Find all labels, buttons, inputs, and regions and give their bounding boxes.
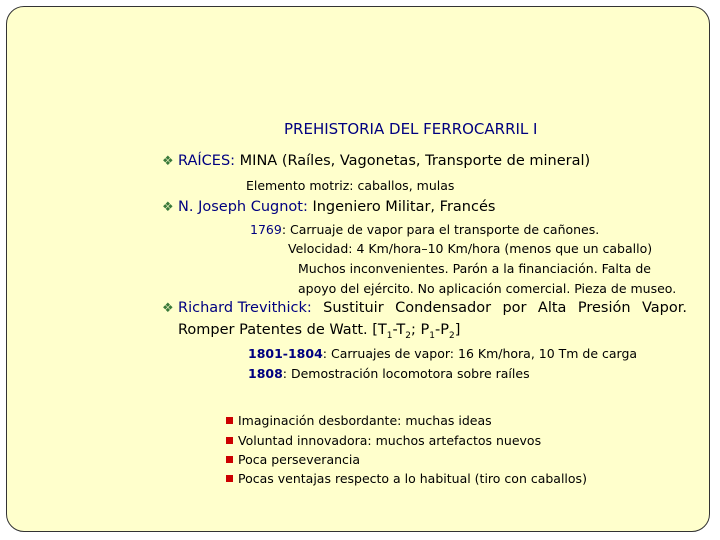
trevithick-word: Presión xyxy=(577,300,631,316)
trevithick-word: Sustituir xyxy=(323,300,384,316)
subscript: 2 xyxy=(405,330,412,341)
square-bullet-icon xyxy=(226,437,233,444)
bullet-cugnot xyxy=(162,199,495,215)
trait-text: Pocas ventajas respecto a lo habitual (tiro con caballos) xyxy=(238,471,587,486)
trevithick-year: 1801-1804 xyxy=(248,346,323,361)
trait-item xyxy=(226,433,541,448)
bullet-raices xyxy=(162,153,590,169)
square-bullet-icon xyxy=(226,475,233,482)
trevithick-line-2-text: -T xyxy=(392,322,406,338)
cugnot-line-1 xyxy=(250,222,599,237)
cugnot-line-3: Muchos inconvenientes. Parón a la financiación. Falta de xyxy=(298,261,651,276)
square-bullet-icon xyxy=(226,456,233,463)
trevithick-word: Condensador xyxy=(395,300,492,316)
diamond-bullet-icon: ❖ xyxy=(162,200,174,215)
trevithick-line-2-text: ] xyxy=(454,322,461,338)
square-bullet-icon xyxy=(226,417,233,424)
trevithick-line-2 xyxy=(178,322,460,341)
trevithick-date-2 xyxy=(248,366,530,381)
raices-label: RAÍCES: xyxy=(178,153,236,169)
trait-text: Poca perseverancia xyxy=(238,452,361,467)
raices-sub: Elemento motriz: caballos, mulas xyxy=(246,178,455,193)
trevithick-label: Richard Trevithick: xyxy=(178,300,312,316)
diamond-bullet-icon: ❖ xyxy=(162,154,174,169)
trevithick-word: Alta xyxy=(537,300,567,316)
cugnot-line-1-text: : Carruaje de vapor para el transporte de cañones. xyxy=(281,222,600,237)
trevithick-line-2-text: ; P xyxy=(411,322,430,338)
trait-text: Voluntad innovadora: muchos artefactos nuevos xyxy=(238,433,542,448)
bullet-trevithick xyxy=(162,300,687,316)
raices-text: MINA (Raíles, Vagonetas, Transporte de mineral) xyxy=(235,153,591,169)
trait-item xyxy=(226,413,492,428)
trevithick-line-2-text: Romper Patentes de Watt. [T xyxy=(178,322,387,338)
trevithick-date-text: : Carruajes de vapor: 16 Km/hora, 10 Tm de carga xyxy=(322,346,638,361)
slide-title: PREHISTORIA DEL FERROCARRIL I xyxy=(284,120,538,138)
trevithick-year: 1808 xyxy=(248,366,283,381)
cugnot-text: Ingeniero Militar, Francés xyxy=(307,199,496,215)
trevithick-line-2-text: -P xyxy=(435,322,449,338)
trevithick-date-1 xyxy=(248,346,637,361)
cugnot-line-2: Velocidad: 4 Km/hora–10 Km/hora (menos que un caballo) xyxy=(288,241,653,256)
cugnot-line-4: apoyo del ejército. No aplicación comercial. Pieza de museo. xyxy=(298,281,677,296)
trevithick-word: por xyxy=(502,300,527,316)
subscript: 1 xyxy=(386,330,393,341)
cugnot-label: N. Joseph Cugnot: xyxy=(178,199,308,215)
trait-item xyxy=(226,471,587,486)
trevithick-date-text: : Demostración locomotora sobre raíles xyxy=(282,366,530,381)
trait-item xyxy=(226,452,360,467)
cugnot-year: 1769 xyxy=(250,222,282,237)
subscript: 2 xyxy=(449,330,455,341)
trevithick-word: Vapor. xyxy=(641,300,687,316)
trait-text: Imaginación desbordante: muchas ideas xyxy=(238,413,492,428)
subscript: 1 xyxy=(429,330,436,341)
diamond-bullet-icon: ❖ xyxy=(162,301,174,316)
